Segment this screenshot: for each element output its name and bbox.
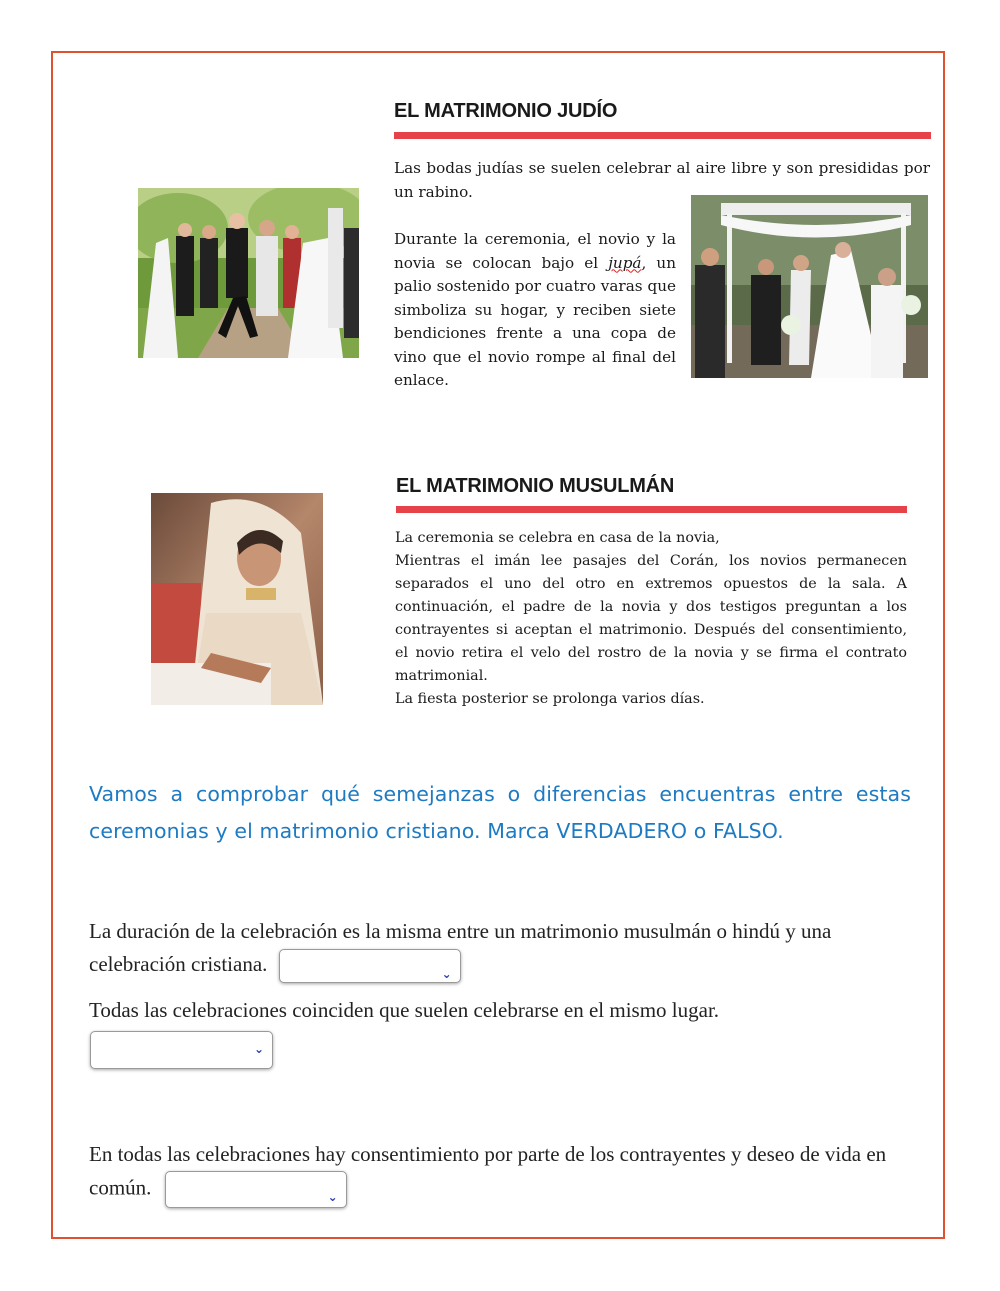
question-3-true-false-select[interactable] xyxy=(165,1171,347,1208)
question-2-select-wrapper xyxy=(90,1031,273,1069)
muslim-line: Mientras el imán lee pasajes del Corán, los novios permanecen separados el uno del otro en extremos opuestos de la sala. A continuación, el padre de la novia y dos testigos preguntan a los contrayentes si aceptan el matrimonio. Después del consentimiento, el novio retira el velo del rostro de la novia y se firma el contrato matrimonial. xyxy=(395,553,907,684)
muslim-ceremony-text xyxy=(395,527,907,711)
jewish-ceremony-text-start: Durante la ceremonia, el novio y la novia se colocan bajo el xyxy=(394,230,676,272)
chevron-down-icon: ⌄ xyxy=(327,1190,338,1204)
jewish-ceremony-text-end: , un palio sostenido por cuatro varas que simboliza su hogar, y reciben siete bendiciones frente a una copa de vino que el novio rompe al final del enlace. xyxy=(394,253,676,389)
muslim-section-title: EL MATRIMONIO MUSULMÁN xyxy=(396,475,675,497)
muslim-wedding-photo xyxy=(151,493,323,705)
jewish-section-title: EL MATRIMONIO JUDÍO xyxy=(394,100,618,122)
question-2-text: Todas las celebraciones coinciden que suelen celebrarse en el mismo lugar. xyxy=(89,998,720,1022)
jewish-ceremony-text xyxy=(394,228,676,393)
chevron-down-icon: ⌄ xyxy=(441,967,452,982)
question-2-true-false-select[interactable] xyxy=(90,1031,273,1069)
activity-instruction: Vamos a comprobar qué semejanzas o diferencias encuentras entre estas ceremonias y el matrimonio cristiano. Marca VERDADERO o FALSO. xyxy=(89,782,911,843)
question-3-text: En todas las celebraciones hay consentimiento por parte de los contrayentes y deseo de vida en común. xyxy=(89,1142,887,1200)
muslim-title-underline xyxy=(396,506,907,513)
chevron-down-icon: ⌄ xyxy=(253,1042,264,1056)
jewish-wedding-photo-right xyxy=(691,195,928,378)
question-2 xyxy=(89,994,919,1027)
question-1 xyxy=(89,915,919,983)
muslim-line: La fiesta posterior se prolonga varios días. xyxy=(395,691,705,707)
question-1-text: La duración de la celebración es la misma entre un matrimonio musulmán o hindú y una celebración cristiana. xyxy=(89,919,832,976)
question-1-true-false-select[interactable] xyxy=(279,949,461,983)
muslim-line: La ceremonia se celebra en casa de la novia, xyxy=(395,530,720,546)
jewish-intro-text: Las bodas judías se suelen celebrar al aire libre y son presididas por un rabino. xyxy=(394,159,930,201)
jewish-title-underline xyxy=(394,132,931,139)
question-3 xyxy=(89,1138,919,1208)
jupa-term: jupá xyxy=(608,253,642,272)
jewish-wedding-photo-left xyxy=(138,188,359,358)
